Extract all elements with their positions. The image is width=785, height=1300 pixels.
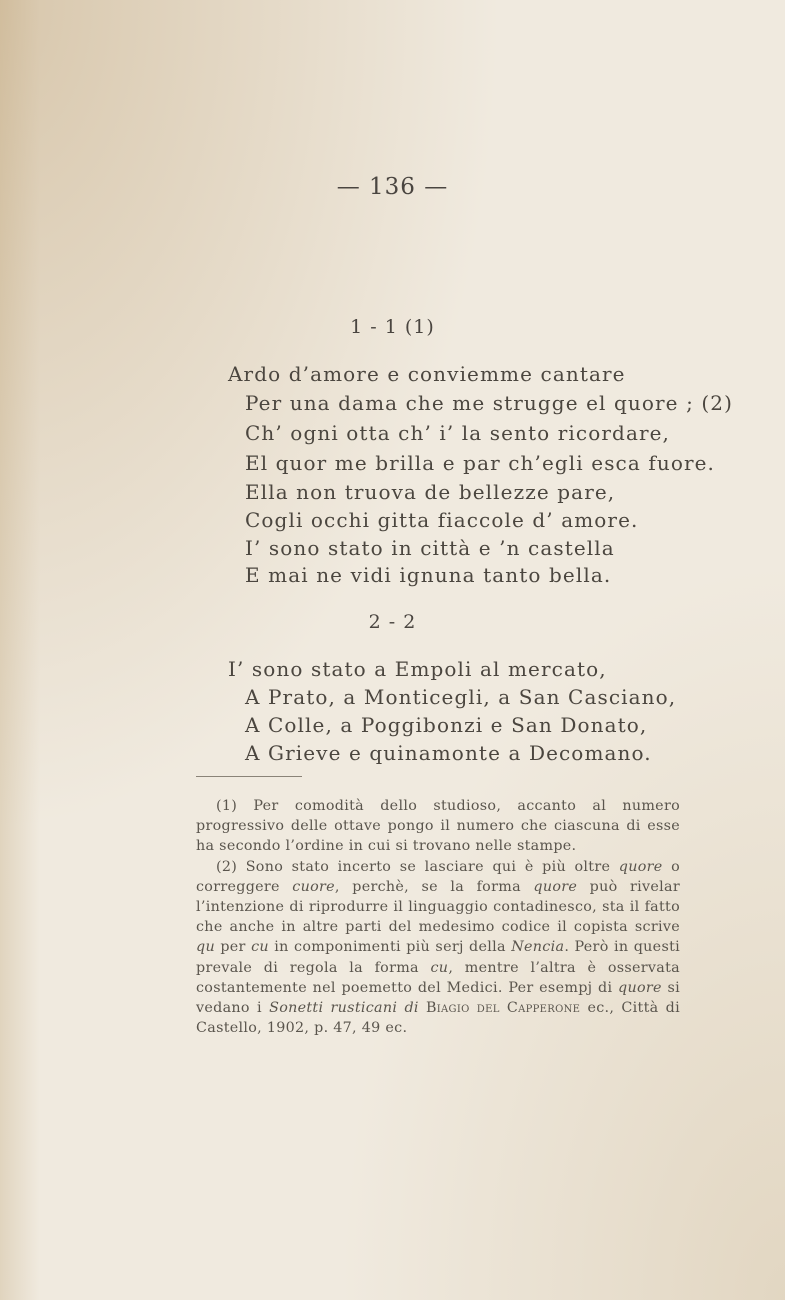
footnotes xyxy=(196,796,680,1038)
poem-line: Ch’ ogni otta ch’ i’ la sento ricordare, xyxy=(245,421,671,445)
poem-line: I’ sono stato a Empoli al mercato, xyxy=(228,657,607,681)
footnote-1: (1) Per comodità dello studioso, accanto al numero progressivo delle ottave pongo il numero che ciascuna di esse ha secondo l’ordine in cui si trovano nelle stampe. xyxy=(196,798,680,855)
poem-line: El quor me brilla e par ch’egli esca fuore. xyxy=(245,451,716,475)
poem-line: E mai ne vidi ignuna tanto bella. xyxy=(245,563,612,587)
page-number: — 136 — xyxy=(336,174,449,200)
footnote-2: (2) Sono stato incerto se lasciare qui è più oltre quore o correggere cuore, perchè, se la forma quore può rivelar l’intenzione di riprodurre il linguaggio contadinesco, sta il fatto che anche in altre parti del medesimo codice il copista scrive qu per cu in componimenti più serj della Nencia. Però in questi prevale di regola la forma cu, mentre l’altra è osservata costantemente nel poemetto del Medici. Per esempj di quore si vedano i Sonetti rusticani di Biagio del Capperone ec., Città di Castello, 1902, p. 47, 49 ec. xyxy=(196,858,680,1037)
section-heading-2: 2 - 2 xyxy=(368,611,417,633)
poem-line: Ella non truova de bellezze pare, xyxy=(245,480,616,504)
poem-line: I’ sono stato in città e ’n castella xyxy=(245,536,615,560)
footnote-separator xyxy=(196,776,302,777)
section-heading-1: 1 - 1 (1) xyxy=(350,316,435,338)
poem-line: Per una dama che me strugge el quore ; (2) xyxy=(245,391,733,415)
poem-line: A Grieve e quinamonte a Decomano. xyxy=(245,741,652,765)
poem-line: A Colle, a Poggibonzi e San Donato, xyxy=(245,713,648,737)
poem-line: Ardo d’amore e conviemme cantare xyxy=(228,362,626,386)
poem-line: A Prato, a Monticegli, a San Casciano, xyxy=(245,685,677,709)
poem-line: Cogli occhi gitta fiaccole d’ amore. xyxy=(245,508,639,532)
